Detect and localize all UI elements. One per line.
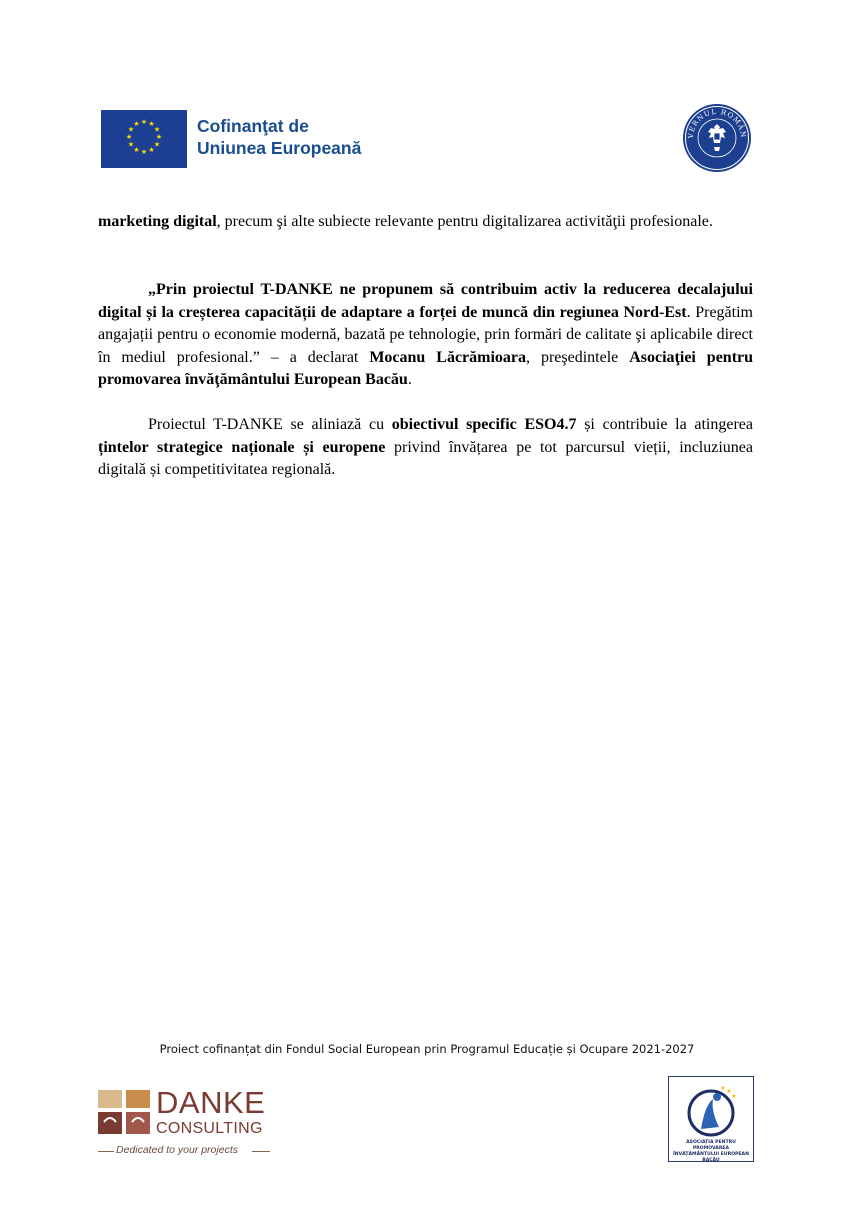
paragraph-3 [98, 414, 753, 482]
association-logo-text [671, 1140, 751, 1164]
svg-text:★: ★ [148, 146, 155, 154]
p2-bold-3: Asociaţiei pentru promovarea învăţământului European Bacău [98, 348, 754, 388]
government-seal-logo [681, 102, 753, 174]
association-logo-line1: ASOCIAȚIA PENTRU PROMOVAREA [686, 1140, 736, 1151]
svg-text:★: ★ [125, 133, 133, 141]
p3-text-3: privind învățarea pe tot parcursul vieții, incluziunea digitală și competitivitatea regională. [98, 438, 753, 478]
svg-text:★: ★ [155, 133, 163, 141]
gov-seal-top-text: VERNUL ROMÂN [686, 107, 748, 139]
danke-tagline-rule-right [252, 1151, 270, 1152]
eu-logo-line1: Cofinanţat de [197, 116, 309, 136]
svg-text:★: ★ [731, 1093, 737, 1100]
p2-bold-2: Mocanu Lăcrămioara [369, 348, 527, 366]
svg-text:★: ★ [153, 125, 161, 134]
danke-logo-name: DANKE [156, 1085, 266, 1120]
p2-text-1: . Pregătim angajații pentru o economie modernă, bazată pe tehnologie, prin formări de calitate şi aplicabile direct în mediul profesional.” – a declarat [98, 303, 753, 366]
svg-text:★: ★ [133, 146, 140, 154]
p2-bold-1: „Prin proiectul T-DANKE ne propunem să contribuim activ la reducerea decalajului digital și la creșterea capacității de adaptare a forței de muncă din regiunea Nord-Est [98, 281, 753, 321]
paragraph-2-quote [98, 279, 753, 392]
association-emblem-icon [679, 1081, 743, 1139]
svg-text:★: ★ [720, 1085, 726, 1092]
p3-bold-2: țintelor strategice naționale și europene [98, 438, 386, 456]
association-logo-line2: ÎNVĂȚĂMÂNTULUI EUROPEAN BACĂU [673, 1152, 749, 1163]
p1-bold-1: marketing digital [98, 213, 217, 230]
svg-text:★: ★ [140, 148, 148, 156]
eu-cofinancing-logo [99, 107, 401, 171]
footer-funding-text: Proiect cofinanțat din Fondul Social European prin Programul Educație și Ocupare 2021-2027 [159, 1042, 695, 1056]
danke-logo-tagline: Dedicated to your projects [116, 1144, 238, 1156]
p3-text-1: Proiectul T-DANKE se aliniază cu [148, 416, 392, 433]
p3-bold-1: obiectivul specific ESO4.7 [391, 416, 577, 433]
svg-text:★: ★ [127, 140, 135, 149]
association-logo [668, 1076, 754, 1162]
danke-tagline-rule-left [98, 1151, 114, 1152]
danke-consulting-logo [96, 1086, 272, 1164]
eu-logo-text [197, 115, 361, 159]
danke-logo-subtitle: CONSULTING [156, 1120, 263, 1137]
danke-emblem-icon [96, 1088, 154, 1140]
svg-text:★: ★ [140, 118, 148, 126]
p3-text-2: și contribuie la atingerea [576, 416, 754, 433]
svg-text:★: ★ [148, 120, 155, 128]
eu-flag-icon [101, 110, 187, 168]
p2-text-2: , preşedintele [526, 348, 630, 366]
paragraph-1 [98, 211, 753, 234]
p2-text-3: . [407, 371, 412, 388]
svg-text:★: ★ [133, 120, 140, 128]
svg-text:★: ★ [726, 1088, 732, 1095]
svg-text:★: ★ [153, 140, 161, 149]
eu-logo-line2: Uniunea Europeană [197, 138, 362, 158]
svg-text:★: ★ [127, 125, 135, 134]
p1-text-1: , precum şi alte subiecte relevante pentru digitalizarea activităţii profesionale. [216, 213, 713, 230]
